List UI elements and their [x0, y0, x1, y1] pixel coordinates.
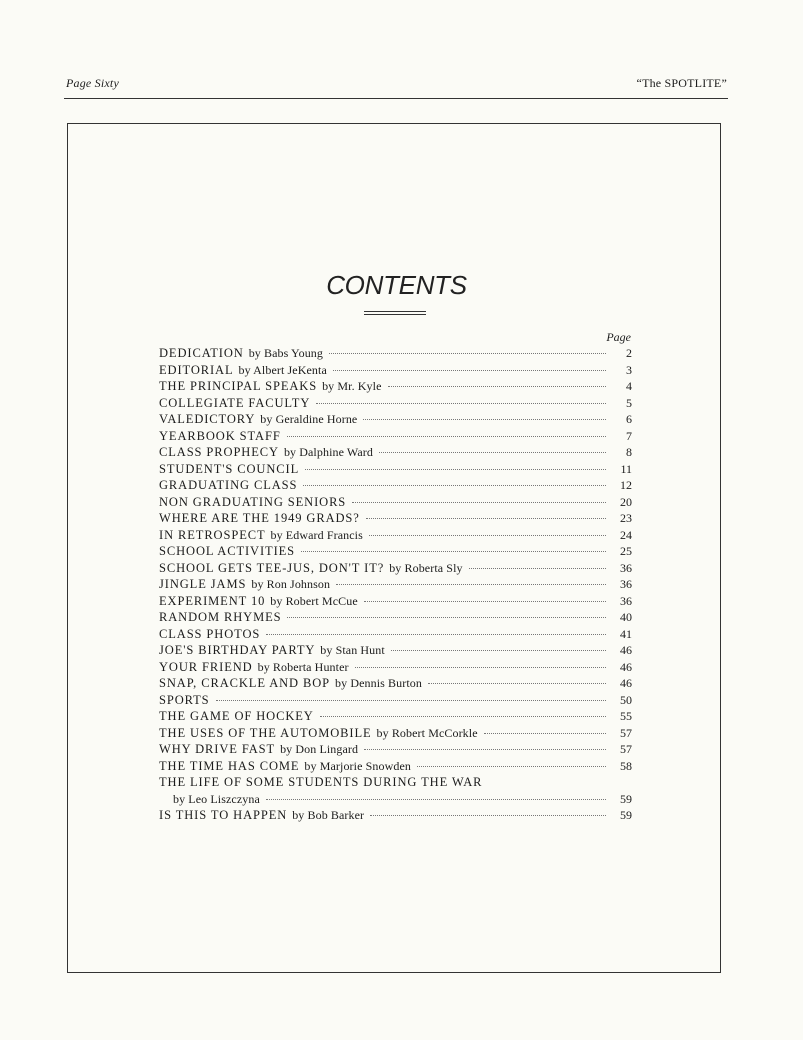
toc-entry-author: by Dalphine Ward	[283, 445, 373, 459]
toc-dot-leader	[266, 634, 606, 635]
toc-entry-title: SCHOOL GETS TEE-JUS, DON'T IT?	[159, 560, 385, 575]
toc-entry	[159, 609, 632, 626]
running-header	[66, 76, 727, 92]
toc-dot-leader	[287, 617, 606, 618]
toc-entry-title: RANDOM RHYMES	[159, 610, 282, 624]
toc-entry-title: WHERE ARE THE 1949 GRADS?	[159, 511, 360, 525]
toc-entry-author: by Geraldine Horne	[260, 412, 358, 426]
toc-line	[159, 642, 632, 659]
toc-entry-title: YEARBOOK STAFF	[159, 428, 281, 443]
toc-entry-author: by Roberta Sly	[389, 560, 463, 575]
toc-dot-leader	[428, 683, 606, 684]
toc-entry-page: 58	[620, 758, 632, 773]
toc-dot-leader	[329, 353, 606, 354]
toc-dot-leader	[216, 700, 606, 701]
toc-entry-title: EDITORIAL	[159, 362, 234, 377]
toc-line	[159, 626, 632, 643]
toc-entry-page: 36	[620, 593, 632, 608]
toc-entry-page: 6	[626, 412, 632, 426]
toc-line	[159, 708, 632, 725]
toc-entry-title: JOE'S BIRTHDAY PARTY	[159, 643, 316, 657]
toc-entry-title: THE TIME HAS COME	[159, 758, 300, 773]
toc-entry-author: by Albert JeKenta	[238, 362, 327, 377]
toc-entry-title: YOUR FRIEND	[159, 659, 253, 674]
toc-dot-leader	[388, 386, 606, 387]
toc-entry	[159, 395, 632, 412]
toc-entry	[159, 642, 632, 659]
toc-line	[159, 659, 632, 676]
toc-entry	[159, 626, 632, 643]
toc-entry	[159, 741, 632, 758]
toc-entry-page: 5	[626, 395, 632, 410]
toc-line	[159, 362, 632, 379]
toc-entry-title: VALEDICTORY	[159, 412, 256, 426]
toc-entry-title: SCHOOL ACTIVITIES	[159, 544, 296, 558]
toc-line	[159, 444, 632, 461]
toc-entry-title: CLASS PROPHECY	[159, 445, 279, 459]
toc-dot-leader	[366, 518, 606, 519]
toc-line	[159, 428, 632, 445]
toc-entry-page: 23	[620, 511, 632, 525]
toc-entry-title: NON GRADUATING SENIORS	[159, 494, 347, 509]
toc-entry	[159, 345, 632, 362]
title-underline	[364, 314, 426, 315]
toc-entry	[159, 708, 632, 725]
toc-entry-title: COLLEGIATE FACULTY	[159, 395, 311, 410]
toc-entry	[159, 675, 632, 692]
toc-line	[159, 378, 632, 395]
toc-entry-title: THE PRINCIPAL SPEAKS	[159, 379, 318, 393]
toc-entry	[159, 411, 632, 428]
toc-entry-author: by Bob Barker	[292, 808, 365, 822]
toc-dot-leader	[370, 815, 606, 816]
toc-entry	[159, 543, 632, 560]
toc-entry	[159, 659, 632, 676]
toc-entry-title: IS THIS TO HAPPEN	[159, 808, 288, 822]
toc-entry-title: THE USES OF THE AUTOMOBILE	[159, 725, 372, 740]
toc-entry-author: by Dennis Burton	[335, 676, 422, 690]
page-column-label: Page	[606, 330, 631, 344]
toc-dot-leader	[301, 551, 606, 552]
toc-line	[159, 543, 632, 560]
toc-entry-author: by Mr. Kyle	[322, 379, 382, 393]
toc-entry-author: by Robert McCorkle	[376, 725, 478, 740]
toc-line	[173, 791, 632, 808]
toc-dot-leader	[320, 716, 606, 717]
toc-line	[159, 576, 632, 593]
toc-dot-leader	[287, 436, 606, 437]
toc-line	[159, 675, 632, 692]
toc-entry-title: DEDICATION	[159, 346, 244, 360]
toc-dot-leader	[391, 650, 606, 651]
toc-entry-page: 7	[626, 428, 632, 443]
table-of-contents	[159, 345, 632, 824]
toc-entry	[159, 758, 632, 775]
toc-entry-page: 3	[626, 362, 632, 377]
toc-entry-page: 25	[620, 544, 632, 558]
header-publication-title: “The SPOTLITE”	[636, 76, 727, 90]
toc-dot-leader	[484, 733, 606, 734]
toc-entry-title: JINGLE JAMS	[159, 577, 247, 591]
toc-entry-title: SNAP, CRACKLE AND BOP	[159, 676, 331, 690]
toc-dot-leader	[355, 667, 606, 668]
toc-entry-page: 11	[620, 461, 632, 476]
toc-line	[159, 411, 632, 428]
toc-line	[159, 741, 632, 758]
toc-dot-leader	[266, 799, 606, 800]
toc-dot-leader	[469, 568, 606, 569]
toc-entry-author: by Ron Johnson	[251, 577, 331, 591]
toc-entry-author: by Marjorie Snowden	[304, 758, 411, 773]
toc-line	[159, 477, 632, 494]
toc-entry	[159, 725, 632, 742]
toc-entry	[159, 477, 632, 494]
toc-entry	[159, 692, 632, 709]
toc-entry-author: by Don Lingard	[280, 742, 359, 756]
toc-entry-author: by Stan Hunt	[320, 643, 385, 657]
toc-entry-title: THE LIFE OF SOME STUDENTS DURING THE WAR	[159, 775, 483, 789]
toc-entry-author: by Roberta Hunter	[257, 659, 349, 674]
toc-line	[159, 494, 632, 511]
toc-entry-title: WHY DRIVE FAST	[159, 742, 276, 756]
toc-dot-leader	[352, 502, 606, 503]
toc-entry	[159, 362, 632, 379]
toc-entry-title: THE GAME OF HOCKEY	[159, 709, 314, 723]
toc-line	[159, 758, 632, 775]
toc-entry-page: 40	[620, 610, 632, 624]
toc-entry-title: GRADUATING CLASS	[159, 478, 298, 492]
toc-line	[159, 774, 632, 791]
contents-title: CONTENTS	[326, 270, 467, 300]
toc-entry-page: 59	[620, 808, 632, 822]
toc-line	[159, 461, 632, 478]
toc-dot-leader	[364, 601, 606, 602]
toc-entry-author: by Leo Liszczyna	[173, 791, 260, 806]
toc-entry-page: 55	[620, 709, 632, 723]
toc-entry	[159, 428, 632, 445]
toc-entry-page: 24	[620, 527, 632, 542]
toc-line	[159, 725, 632, 742]
toc-entry-page: 41	[620, 626, 632, 641]
toc-entry-page: 8	[626, 445, 632, 459]
toc-entry-page: 46	[620, 676, 632, 690]
toc-dot-leader	[305, 469, 606, 470]
toc-entry-page: 2	[626, 346, 632, 360]
toc-dot-leader	[379, 452, 606, 453]
toc-dot-leader	[363, 419, 606, 420]
toc-dot-leader	[417, 766, 606, 767]
toc-entry-page: 12	[620, 478, 632, 492]
toc-entry-author: by Edward Francis	[270, 527, 363, 542]
toc-entry-page: 50	[620, 692, 632, 707]
toc-entry	[159, 576, 632, 593]
toc-line	[159, 527, 632, 544]
toc-dot-leader	[316, 403, 606, 404]
toc-entry-page: 46	[620, 643, 632, 657]
toc-entry	[159, 560, 632, 577]
title-underline	[364, 311, 426, 312]
toc-entry	[159, 494, 632, 511]
toc-entry-title: STUDENT'S COUNCIL	[159, 461, 300, 476]
toc-entry	[159, 461, 632, 478]
toc-line	[159, 807, 632, 824]
toc-entry-page: 46	[620, 659, 632, 674]
toc-line	[159, 609, 632, 626]
toc-entry	[159, 444, 632, 461]
toc-entry-title: IN RETROSPECT	[159, 527, 266, 542]
toc-dot-leader	[369, 535, 606, 536]
toc-dot-leader	[303, 485, 606, 486]
toc-line	[159, 345, 632, 362]
toc-entry	[159, 510, 632, 527]
toc-dot-leader	[333, 370, 606, 371]
toc-entry-author: by Robert McCue	[270, 593, 358, 608]
toc-entry-page: 57	[620, 742, 632, 756]
toc-entry	[159, 593, 632, 610]
toc-dot-leader	[364, 749, 606, 750]
toc-entry-title: CLASS PHOTOS	[159, 626, 261, 641]
toc-entry	[159, 527, 632, 544]
toc-line	[159, 395, 632, 412]
toc-dot-leader	[336, 584, 606, 585]
toc-entry-title: SPORTS	[159, 692, 210, 707]
toc-entry	[159, 774, 632, 807]
toc-line	[159, 510, 632, 527]
toc-entry-page: 59	[620, 791, 632, 806]
toc-entry-page: 36	[620, 577, 632, 591]
toc-entry-page: 36	[620, 560, 632, 575]
header-page-number: Page Sixty	[66, 76, 119, 90]
toc-entry-author: by Babs Young	[248, 346, 324, 360]
toc-line	[159, 560, 632, 577]
toc-entry-title: EXPERIMENT 10	[159, 593, 266, 608]
toc-entry-page: 20	[620, 494, 632, 509]
toc-entry-page: 4	[626, 379, 632, 393]
toc-line	[159, 692, 632, 709]
header-rule	[64, 98, 728, 99]
toc-entry-page: 57	[620, 725, 632, 740]
toc-entry	[159, 807, 632, 824]
toc-line	[159, 593, 632, 610]
toc-entry	[159, 378, 632, 395]
